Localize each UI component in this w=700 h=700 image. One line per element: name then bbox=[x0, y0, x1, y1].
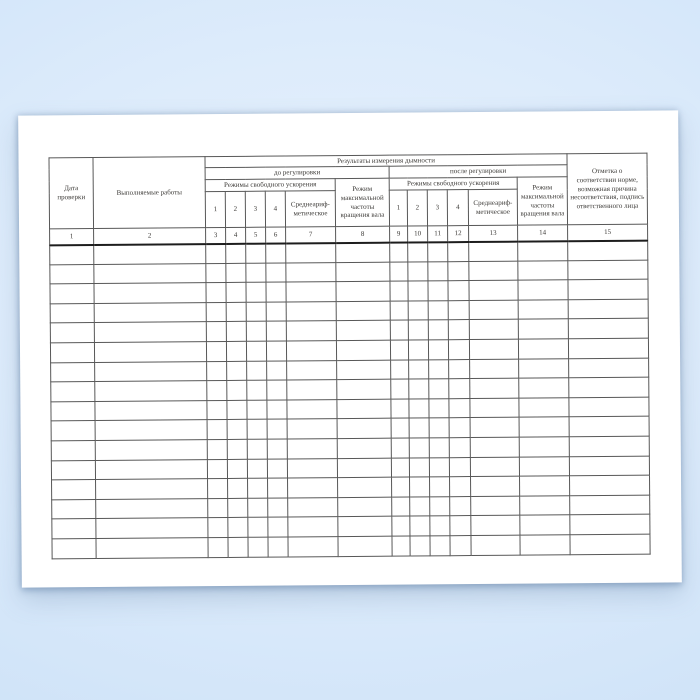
blank-cell bbox=[206, 243, 226, 263]
blank-cell bbox=[228, 537, 248, 557]
blank-cell bbox=[471, 476, 520, 496]
blank-cell bbox=[519, 378, 569, 398]
blank-cell bbox=[227, 459, 247, 479]
blank-cell bbox=[570, 534, 650, 554]
header-mode-4-before: 4 bbox=[265, 191, 285, 227]
column-number-cell: 14 bbox=[518, 225, 568, 241]
blank-cell bbox=[52, 519, 96, 539]
blank-cell bbox=[268, 517, 288, 537]
column-number-cell: 10 bbox=[408, 226, 428, 242]
blank-cell bbox=[408, 242, 428, 262]
blank-cell bbox=[392, 497, 410, 517]
blank-cell bbox=[469, 280, 518, 300]
blank-cell bbox=[410, 516, 430, 536]
blank-cell bbox=[448, 281, 469, 301]
blank-cell bbox=[391, 399, 409, 419]
blank-cell bbox=[449, 418, 470, 438]
blank-cell bbox=[409, 457, 429, 477]
blank-cell bbox=[266, 282, 286, 302]
header-mode-3-after: 3 bbox=[427, 190, 447, 226]
blank-cell bbox=[518, 280, 568, 300]
header-mode-4-after: 4 bbox=[447, 190, 468, 226]
blank-cell bbox=[208, 518, 228, 538]
blank-cell bbox=[94, 263, 206, 283]
header-max-rpm-before: Режим максимальной частоты вращения вала bbox=[335, 178, 389, 226]
header-mode-3-before: 3 bbox=[245, 191, 265, 227]
blank-cell bbox=[448, 340, 469, 360]
blank-cell bbox=[519, 417, 569, 437]
blank-cell bbox=[51, 440, 95, 460]
blank-cell bbox=[248, 498, 268, 518]
blank-cell bbox=[206, 263, 226, 283]
blank-cell bbox=[226, 243, 246, 263]
blank-cell bbox=[410, 477, 430, 497]
blank-cell bbox=[337, 379, 391, 399]
blank-cell bbox=[449, 457, 470, 477]
blank-cell bbox=[206, 302, 226, 322]
blank-cell bbox=[226, 322, 246, 342]
blank-cell bbox=[268, 537, 288, 557]
blank-cell bbox=[206, 322, 226, 342]
blank-cell bbox=[267, 419, 287, 439]
blank-cell bbox=[390, 301, 408, 321]
blank-cell bbox=[226, 302, 246, 322]
blank-cell bbox=[569, 377, 649, 397]
blank-cell bbox=[337, 458, 391, 478]
blank-cell bbox=[266, 321, 286, 341]
blank-cell bbox=[569, 358, 649, 378]
blank-cell bbox=[228, 518, 248, 538]
blank-cell bbox=[50, 245, 94, 265]
blank-cell bbox=[410, 536, 430, 556]
blank-cell bbox=[337, 360, 391, 380]
blank-cell bbox=[428, 281, 448, 301]
column-number-cell: 1 bbox=[50, 229, 94, 245]
blank-cell bbox=[450, 496, 471, 516]
blank-cell bbox=[390, 242, 408, 262]
blank-cell bbox=[96, 538, 208, 558]
blank-cell bbox=[569, 397, 649, 417]
blank-cell bbox=[408, 261, 428, 281]
blank-cell bbox=[338, 477, 392, 497]
blank-cell bbox=[247, 380, 267, 400]
blank-cell bbox=[469, 320, 518, 340]
blank-cell bbox=[470, 437, 519, 457]
blank-cell bbox=[266, 302, 286, 322]
column-number-cell: 15 bbox=[568, 224, 648, 241]
header-mode-1-after: 1 bbox=[389, 190, 407, 226]
blank-cell bbox=[207, 361, 227, 381]
header-compliance-note: Отметка о соответствии норме, возможная причина несоответствия, подпись ответственного лица bbox=[567, 153, 648, 225]
blank-cell bbox=[470, 398, 519, 418]
column-number-cell: 11 bbox=[428, 226, 448, 242]
header-after-adjustment: после регулировки bbox=[389, 165, 567, 178]
blank-cell bbox=[94, 322, 206, 342]
blank-cell bbox=[286, 341, 336, 361]
blank-cell bbox=[569, 456, 649, 476]
blank-cell bbox=[518, 260, 568, 280]
blank-cell bbox=[518, 300, 568, 320]
blank-cell bbox=[248, 517, 268, 537]
blank-cell bbox=[448, 261, 469, 281]
blank-cell bbox=[207, 381, 227, 401]
blank-cell bbox=[96, 518, 208, 538]
blank-cell bbox=[207, 439, 227, 459]
blank-cell bbox=[52, 538, 96, 558]
blank-cell bbox=[227, 400, 247, 420]
blank-cell bbox=[469, 339, 518, 359]
blank-cell bbox=[208, 498, 228, 518]
blank-cell bbox=[470, 457, 519, 477]
blank-cell bbox=[520, 535, 570, 555]
blank-cell bbox=[470, 418, 519, 438]
header-measurement-results: Результаты измерения дымности bbox=[205, 154, 567, 168]
blank-cell bbox=[94, 283, 206, 303]
blank-cell bbox=[247, 439, 267, 459]
blank-cell bbox=[246, 263, 266, 283]
blank-cell bbox=[287, 380, 337, 400]
blank-cell bbox=[206, 341, 226, 361]
paper-sheet bbox=[18, 110, 682, 587]
blank-cell bbox=[246, 302, 266, 322]
blank-cell bbox=[520, 515, 570, 535]
blank-cell bbox=[390, 320, 408, 340]
blank-cell bbox=[391, 360, 409, 380]
blank-cell bbox=[391, 458, 409, 478]
blank-cell bbox=[568, 260, 648, 280]
blank-cell bbox=[568, 299, 648, 319]
blank-cell bbox=[569, 436, 649, 456]
header-average-after: Среднеариф- метическое bbox=[468, 189, 517, 225]
blank-cell bbox=[408, 301, 428, 321]
blank-cell bbox=[95, 361, 207, 381]
blank-cell bbox=[518, 241, 568, 261]
blank-cell bbox=[471, 515, 520, 535]
blank-cell bbox=[430, 536, 450, 556]
blank-cell bbox=[568, 279, 648, 299]
column-number-cell: 13 bbox=[469, 225, 518, 241]
blank-cell bbox=[429, 359, 449, 379]
header-performed-works: Выполняемые работы bbox=[93, 157, 206, 229]
blank-data-row bbox=[52, 534, 650, 558]
blank-cell bbox=[570, 495, 650, 515]
blank-cell bbox=[390, 281, 408, 301]
blank-cell bbox=[286, 243, 336, 263]
blank-cell bbox=[286, 321, 336, 341]
blank-cell bbox=[288, 478, 338, 498]
blank-cell bbox=[226, 263, 246, 283]
blank-cell bbox=[428, 242, 448, 262]
header-average-before: Среднеариф- метическое bbox=[285, 191, 335, 227]
blank-cell bbox=[96, 479, 208, 499]
header-free-acceleration-after: Режимы свободного ускорения bbox=[389, 177, 517, 190]
column-number-cell: 3 bbox=[206, 227, 226, 243]
blank-cell bbox=[52, 480, 96, 500]
blank-cell bbox=[51, 460, 95, 480]
blank-cell bbox=[570, 475, 650, 495]
blank-cell bbox=[50, 323, 94, 343]
blank-cell bbox=[336, 262, 390, 282]
blank-cell bbox=[247, 400, 267, 420]
blank-cell bbox=[286, 262, 336, 282]
blank-cell bbox=[449, 359, 470, 379]
table-header bbox=[49, 153, 648, 245]
header-mode-2-after: 2 bbox=[407, 190, 427, 226]
blank-cell bbox=[287, 439, 337, 459]
blank-cell bbox=[469, 261, 518, 281]
blank-cell bbox=[390, 262, 408, 282]
column-number-cell: 9 bbox=[390, 226, 408, 242]
blank-cell bbox=[50, 264, 94, 284]
blank-cell bbox=[268, 478, 288, 498]
blank-cell bbox=[246, 282, 266, 302]
blank-cell bbox=[288, 517, 338, 537]
blank-cell bbox=[50, 303, 94, 323]
blank-cell bbox=[520, 495, 570, 515]
blank-cell bbox=[50, 284, 94, 304]
blank-cell bbox=[246, 322, 266, 342]
column-number-cell: 8 bbox=[336, 226, 390, 242]
blank-cell bbox=[207, 420, 227, 440]
blank-cell bbox=[336, 301, 390, 321]
blank-cell bbox=[267, 380, 287, 400]
blank-cell bbox=[207, 400, 227, 420]
blank-cell bbox=[469, 241, 518, 261]
blank-cell bbox=[267, 459, 287, 479]
blank-cell bbox=[94, 244, 206, 264]
column-number-cell: 4 bbox=[226, 227, 246, 243]
blank-cell bbox=[95, 381, 207, 401]
blank-cell bbox=[338, 497, 392, 517]
blank-cell bbox=[430, 516, 450, 536]
blank-cell bbox=[471, 535, 520, 555]
blank-cell bbox=[95, 400, 207, 420]
blank-cell bbox=[226, 341, 246, 361]
blank-cell bbox=[408, 340, 428, 360]
blank-cell bbox=[568, 240, 648, 260]
blank-cell bbox=[392, 536, 410, 556]
blank-cell bbox=[248, 537, 268, 557]
blank-cell bbox=[287, 458, 337, 478]
blank-cell bbox=[267, 400, 287, 420]
blank-cell bbox=[266, 263, 286, 283]
blank-cell bbox=[267, 439, 287, 459]
blank-cell bbox=[449, 379, 470, 399]
blank-cell bbox=[392, 477, 410, 497]
blank-cell bbox=[227, 420, 247, 440]
header-mode-1-before: 1 bbox=[205, 191, 225, 227]
blank-cell bbox=[336, 321, 390, 341]
blank-cell bbox=[246, 243, 266, 263]
blank-cell bbox=[94, 342, 206, 362]
blank-cell bbox=[429, 379, 449, 399]
blank-cell bbox=[50, 342, 94, 362]
blank-cell bbox=[51, 382, 95, 402]
blank-cell bbox=[428, 340, 448, 360]
blank-cell bbox=[337, 419, 391, 439]
blank-cell bbox=[471, 496, 520, 516]
blank-cell bbox=[430, 496, 450, 516]
blank-cell bbox=[519, 358, 569, 378]
blank-cell bbox=[337, 399, 391, 419]
blank-cell bbox=[208, 537, 228, 557]
column-number-cell: 7 bbox=[286, 227, 336, 243]
blank-cell bbox=[429, 457, 449, 477]
blank-cell bbox=[409, 379, 429, 399]
blank-cell bbox=[450, 516, 471, 536]
blank-cell bbox=[287, 399, 337, 419]
blank-cell bbox=[287, 360, 337, 380]
blank-cell bbox=[570, 514, 650, 534]
blank-cell bbox=[248, 478, 268, 498]
blank-cell bbox=[228, 478, 248, 498]
blank-cell bbox=[470, 378, 519, 398]
blank-cell bbox=[391, 438, 409, 458]
blank-cell bbox=[52, 499, 96, 519]
header-mode-2-before: 2 bbox=[225, 191, 245, 227]
blank-cell bbox=[428, 301, 448, 321]
column-number-cell: 6 bbox=[266, 227, 286, 243]
blank-cell bbox=[246, 341, 266, 361]
blank-cell bbox=[288, 497, 338, 517]
blank-cell bbox=[95, 440, 207, 460]
blank-cell bbox=[51, 401, 95, 421]
column-number-cell: 5 bbox=[246, 227, 266, 243]
blank-cell bbox=[410, 497, 430, 517]
blank-cell bbox=[470, 359, 519, 379]
blank-cell bbox=[338, 536, 392, 556]
header-before-adjustment: до регулировки bbox=[205, 166, 389, 179]
blank-cell bbox=[228, 498, 248, 518]
blank-cell bbox=[267, 361, 287, 381]
blank-cell bbox=[469, 300, 518, 320]
blank-cell bbox=[429, 398, 449, 418]
blank-cell bbox=[336, 340, 390, 360]
column-number-cell: 12 bbox=[448, 226, 469, 242]
blank-cell bbox=[96, 498, 208, 518]
blank-cell bbox=[450, 477, 471, 497]
blank-cell bbox=[95, 459, 207, 479]
blank-cell bbox=[429, 438, 449, 458]
blank-cell bbox=[391, 379, 409, 399]
blank-cell bbox=[430, 477, 450, 497]
blank-cell bbox=[268, 498, 288, 518]
blank-cell bbox=[227, 361, 247, 381]
blank-cell bbox=[520, 476, 570, 496]
blank-cell bbox=[409, 359, 429, 379]
blank-cell bbox=[206, 283, 226, 303]
blank-cell bbox=[392, 516, 410, 536]
blank-cell bbox=[450, 535, 471, 555]
blank-cell bbox=[449, 437, 470, 457]
header-date-of-check: Дата проверки bbox=[49, 158, 94, 229]
blank-cell bbox=[409, 438, 429, 458]
blank-cell bbox=[519, 398, 569, 418]
blank-cell bbox=[94, 302, 206, 322]
blank-cell bbox=[338, 516, 392, 536]
blank-cell bbox=[266, 341, 286, 361]
blank-cell bbox=[288, 537, 338, 557]
blank-cell bbox=[409, 418, 429, 438]
blank-cell bbox=[408, 281, 428, 301]
blank-cell bbox=[336, 281, 390, 301]
blank-cell bbox=[391, 418, 409, 438]
blank-cell bbox=[287, 419, 337, 439]
blank-cell bbox=[247, 459, 267, 479]
blank-cell bbox=[568, 319, 648, 339]
blank-cell bbox=[449, 398, 470, 418]
header-max-rpm-after: Режим максимальной частоты вращения вала bbox=[517, 177, 567, 225]
blank-cell bbox=[266, 243, 286, 263]
blank-cell bbox=[227, 439, 247, 459]
blank-cell bbox=[518, 339, 568, 359]
blank-cell bbox=[518, 319, 568, 339]
blank-rows-body bbox=[50, 240, 650, 558]
blank-cell bbox=[569, 416, 649, 436]
blank-cell bbox=[409, 399, 429, 419]
smoke-measurement-log-table bbox=[48, 153, 650, 559]
blank-cell bbox=[207, 459, 227, 479]
blank-cell bbox=[390, 340, 408, 360]
blank-cell bbox=[286, 301, 336, 321]
blank-cell bbox=[336, 242, 390, 262]
blank-cell bbox=[51, 421, 95, 441]
blank-cell bbox=[428, 261, 448, 281]
blank-cell bbox=[448, 300, 469, 320]
blank-cell bbox=[448, 320, 469, 340]
blank-cell bbox=[51, 362, 95, 382]
blank-cell bbox=[226, 283, 246, 303]
blank-cell bbox=[247, 361, 267, 381]
header-free-acceleration-before: Режимы свободного ускорения bbox=[205, 179, 335, 192]
blank-cell bbox=[95, 420, 207, 440]
blank-cell bbox=[568, 338, 648, 358]
blank-cell bbox=[519, 437, 569, 457]
blank-cell bbox=[208, 479, 228, 499]
column-number-cell: 2 bbox=[94, 228, 206, 245]
blank-cell bbox=[247, 419, 267, 439]
blank-cell bbox=[429, 418, 449, 438]
blank-cell bbox=[286, 282, 336, 302]
blank-cell bbox=[448, 242, 469, 262]
blank-cell bbox=[408, 320, 428, 340]
blank-cell bbox=[337, 438, 391, 458]
blank-cell bbox=[519, 456, 569, 476]
blank-cell bbox=[428, 320, 448, 340]
blank-cell bbox=[227, 380, 247, 400]
